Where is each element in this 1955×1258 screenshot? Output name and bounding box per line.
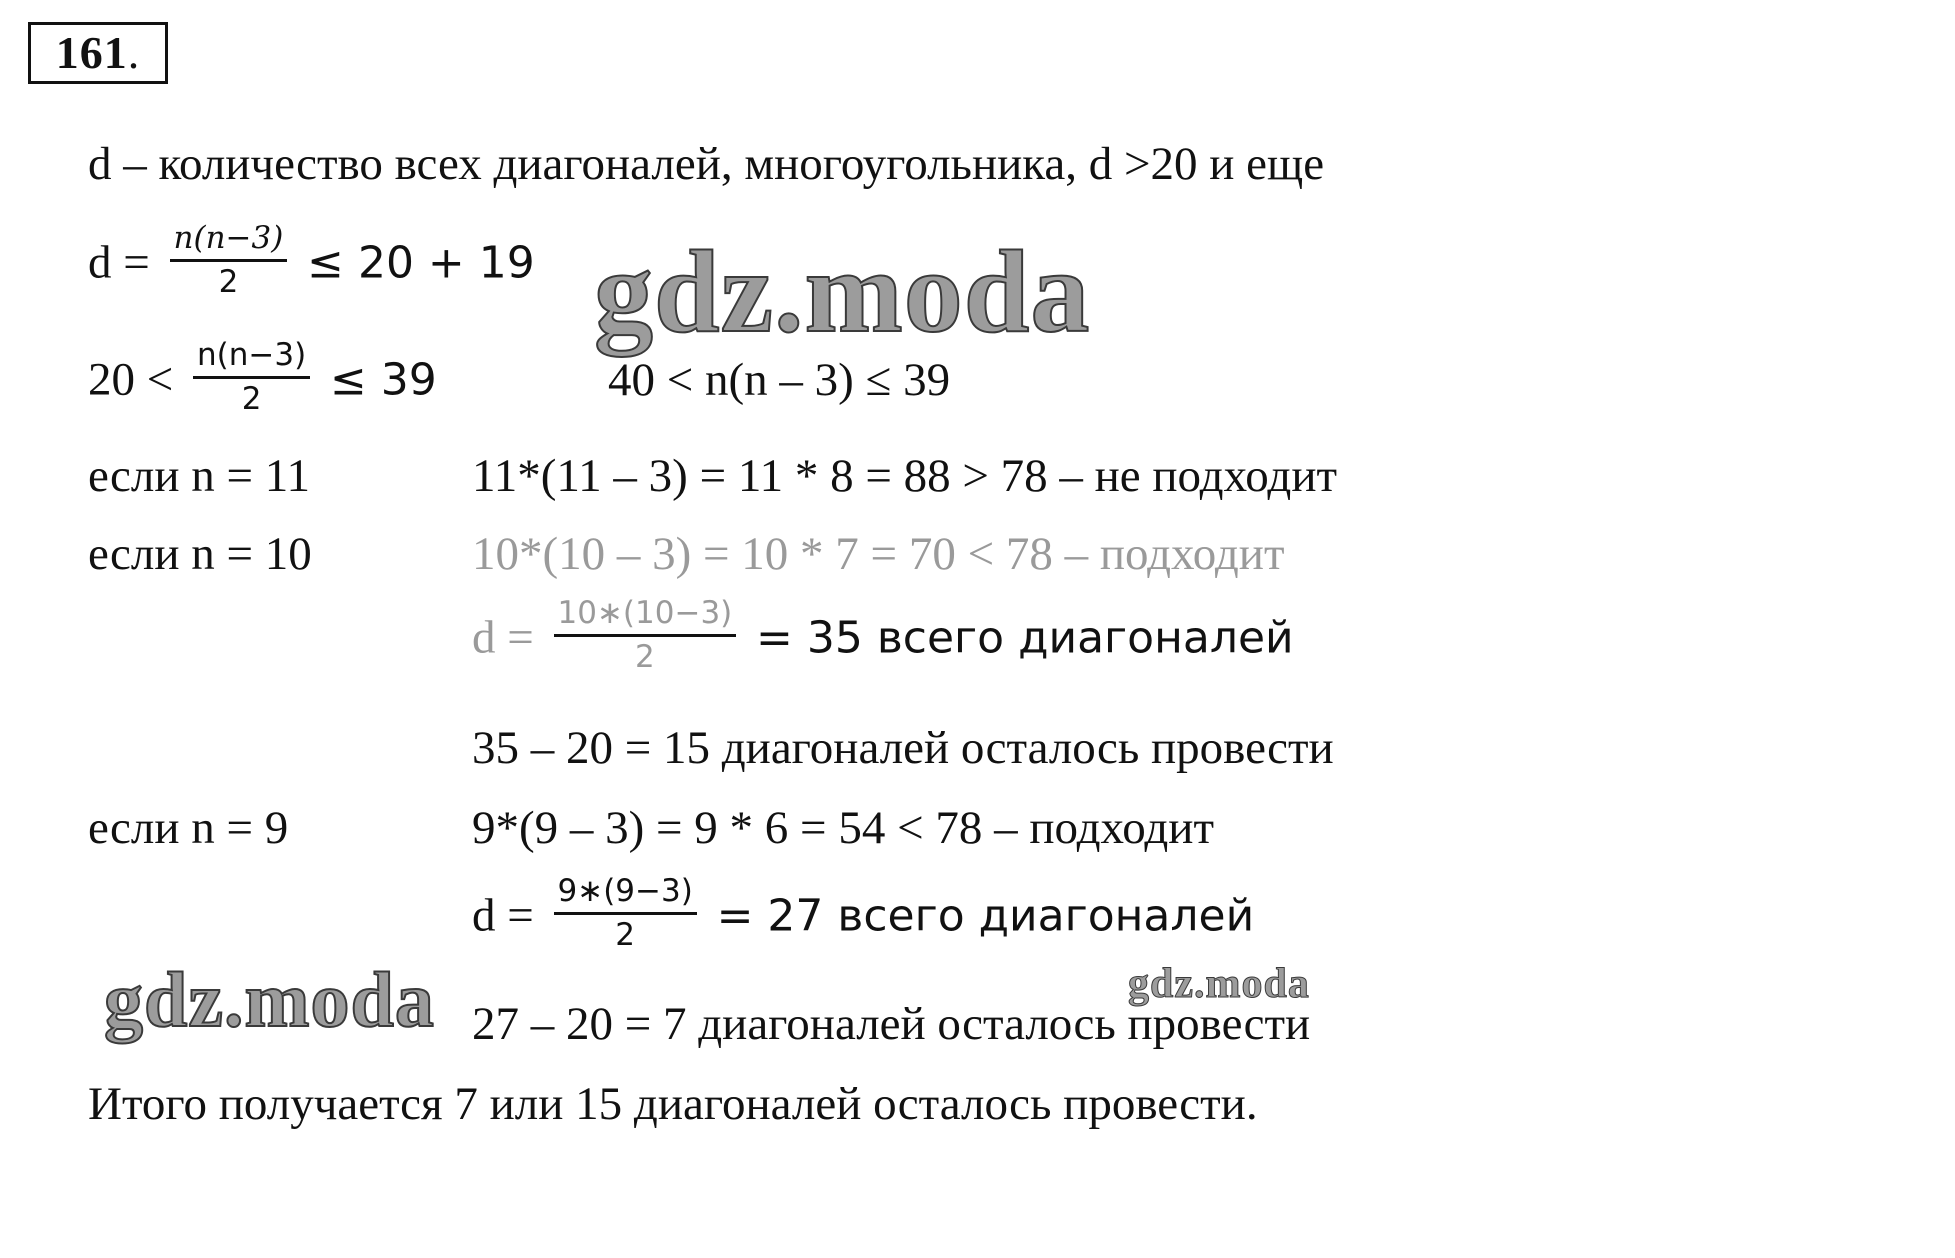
- case-9-fraction: [554, 872, 697, 955]
- definition-text: d – количество всех диагоналей, многоугольника, d >20 и еще: [88, 138, 1325, 190]
- formula-suffix: ≤ 20 + 19: [307, 237, 535, 289]
- line-case-10-left: [88, 526, 312, 582]
- line-case-11-right: [472, 448, 1337, 504]
- fraction-denominator: 2: [615, 917, 636, 953]
- fraction-denominator: 2: [218, 264, 239, 300]
- inequality-prefix: 20 <: [88, 353, 174, 406]
- fraction-numerator: 10∗(10−3): [554, 594, 737, 637]
- case-9-result: = 27 всего диагоналей: [716, 890, 1255, 942]
- line-diagonal-formula: [88, 220, 535, 308]
- formula-fraction: [170, 219, 288, 302]
- line-case-9-right: [472, 800, 1214, 856]
- inequality-suffix: ≤ 39: [329, 354, 437, 406]
- case-9-calc: 9*(9 – 3) = 9 * 6 = 54 < 78 – подходит: [472, 802, 1214, 854]
- line-inequality: [88, 337, 437, 425]
- case-10-calc: 10*(10 – 3) = 10 * 7 = 70 < 78 – подходит: [472, 528, 1285, 580]
- fraction-numerator: n(n−3): [193, 336, 310, 379]
- case-11-label: если n = 11: [88, 450, 311, 502]
- line-case-11-left: [88, 448, 310, 504]
- case-10-label: если n = 10: [88, 528, 312, 580]
- line-conclusion: [88, 1076, 1258, 1132]
- line-definition: [88, 136, 1324, 192]
- line-case-10-remaining: [472, 720, 1334, 776]
- watermark-bottom-right: gdz.moda: [1128, 961, 1310, 1007]
- problem-number-box: [28, 22, 168, 84]
- case-9-label: если n = 9: [88, 802, 289, 854]
- case-11-calc: 11*(11 – 3) = 11 * 8 = 88 > 78 – не подходит: [472, 450, 1338, 502]
- formula-prefix: d =: [88, 236, 150, 289]
- watermark-top: gdz.moda: [594, 226, 1091, 357]
- line-case-10-right: [472, 526, 1285, 582]
- inequality-expanded: 40 < n(n – 3) ≤ 39: [608, 354, 951, 406]
- case-10-prefix: d =: [472, 611, 534, 664]
- line-case-9-left: [88, 800, 288, 856]
- problem-number: 161: [55, 27, 128, 78]
- fraction-numerator: 9∗(9−3): [554, 872, 697, 915]
- conclusion-text: Итого получается 7 или 15 диагоналей осталось провести.: [88, 1078, 1258, 1130]
- fraction-numerator: n(n−3): [170, 219, 288, 262]
- fraction-denominator: 2: [635, 639, 655, 675]
- problem-number-dot: .: [127, 27, 141, 78]
- watermark-bottom-left: gdz.moda: [104, 956, 435, 1043]
- case-10-remaining-text: 35 – 20 = 15 диагоналей осталось провести: [472, 722, 1334, 774]
- line-inequality-right: [608, 352, 950, 408]
- case-9-remaining-text: 27 – 20 = 7 диагоналей осталось провести: [472, 998, 1311, 1050]
- case-10-fraction: [554, 594, 737, 677]
- case-10-result: = 35 всего диагоналей: [756, 612, 1294, 664]
- inequality-fraction: [193, 336, 310, 419]
- fraction-denominator: 2: [241, 381, 262, 417]
- line-case-9-diagonals: [472, 873, 1255, 961]
- case-9-prefix: d =: [472, 889, 534, 942]
- line-case-10-diagonals: [472, 595, 1294, 683]
